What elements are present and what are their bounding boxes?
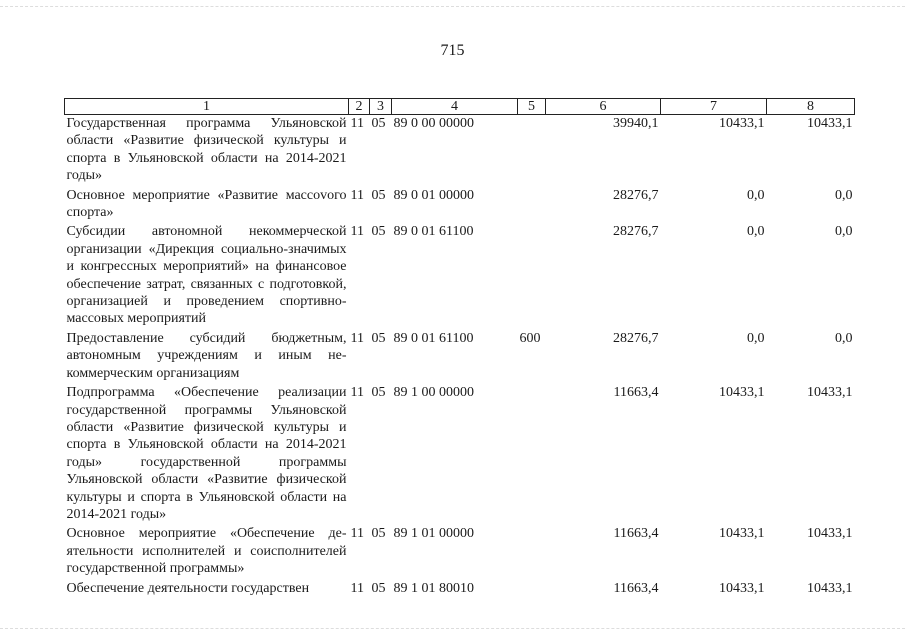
subsection-code: 05 bbox=[371, 385, 386, 401]
target-article-code: 89 1 01 00000 bbox=[393, 526, 474, 542]
table-row bbox=[65, 187, 855, 224]
amount-col6: 11663,4 bbox=[613, 385, 659, 401]
table-row bbox=[65, 330, 855, 384]
table-row bbox=[65, 384, 855, 525]
expense-type-code bbox=[518, 580, 546, 599]
section-code: 11 bbox=[350, 385, 364, 401]
amount-col8: 10433,1 bbox=[807, 116, 853, 131]
amount-col7: 10433,1 bbox=[719, 526, 765, 542]
column-header: 7 bbox=[661, 99, 767, 115]
amount-col7: 10433,1 bbox=[719, 385, 765, 401]
bottom-scan-edge bbox=[0, 628, 905, 629]
target-article-code: 89 0 01 61100 bbox=[393, 224, 474, 240]
amount-col6: 11663,4 bbox=[613, 526, 659, 542]
expense-type-code: 600 bbox=[519, 330, 541, 346]
amount-col8: 0,0 bbox=[835, 330, 853, 346]
amount-col8: 0,0 bbox=[835, 224, 853, 240]
target-article-code: 89 1 00 00000 bbox=[393, 385, 474, 401]
subsection-code: 05 bbox=[371, 330, 386, 346]
column-header: 2 bbox=[349, 99, 370, 115]
subsection-code: 05 bbox=[371, 224, 386, 240]
amount-col6: 28276,7 bbox=[613, 330, 659, 346]
amount-col8: 10433,1 bbox=[807, 526, 853, 542]
target-article-code: 89 0 01 61100 bbox=[393, 330, 474, 346]
column-header: 6 bbox=[546, 99, 661, 115]
table-row bbox=[65, 525, 855, 579]
section-code: 11 bbox=[350, 116, 364, 131]
item-name: Подпрограмма «Обеспечение реализации государственной программы Ульяновской области «Развитие физической культуры и спорта в Ульяновской области на 2014-2021 годы» государственной программы Ульяновской области «Развитие физической культуры и спорта в Ульяновской области на 2014-2021 годы» bbox=[66, 385, 347, 522]
expense-type-code bbox=[518, 384, 546, 525]
subsection-code: 05 bbox=[371, 526, 386, 542]
section-code: 11 bbox=[350, 580, 364, 596]
target-article-code: 89 1 01 80010 bbox=[393, 580, 474, 596]
top-scan-edge bbox=[0, 6, 905, 7]
table-row bbox=[65, 115, 855, 187]
amount-col8: 10433,1 bbox=[807, 385, 853, 401]
item-name: Основное мероприятие «Развитие массоvого спорта» bbox=[66, 187, 347, 221]
subsection-code: 05 bbox=[371, 116, 386, 131]
column-header: 4 bbox=[392, 99, 518, 115]
budget-table bbox=[64, 98, 855, 599]
page-number: 715 bbox=[440, 42, 465, 59]
expense-type-code bbox=[518, 187, 546, 224]
subsection-code: 05 bbox=[371, 187, 386, 203]
amount-col6: 28276,7 bbox=[613, 224, 659, 240]
amount-col7: 10433,1 bbox=[719, 116, 765, 131]
column-header: 3 bbox=[370, 99, 392, 115]
item-name: Предоставление субсидий бюджетным, автономным учреждениям и иным некоммерческим организациям bbox=[66, 330, 347, 381]
subsection-code: 05 bbox=[371, 580, 386, 596]
item-name: Субсидии автономной некоммерческой организации «Дирекция социально-значимых и конгрессных мероприятий» на финансовое обеспечение затрат, связанных с подготовкой, организацией и проведением спортивно-массовых мероприятий bbox=[66, 224, 347, 327]
amount-col7: 0,0 bbox=[747, 187, 765, 203]
column-number-header bbox=[65, 99, 855, 115]
amount-col6: 39940,1 bbox=[613, 116, 659, 131]
amount-col8: 10433,1 bbox=[807, 580, 853, 596]
target-article-code: 89 0 01 00000 bbox=[393, 187, 474, 203]
expense-type-code bbox=[518, 525, 546, 579]
column-header: 1 bbox=[65, 99, 349, 115]
amount-col6: 11663,4 bbox=[613, 580, 659, 596]
item-name: Основное мероприятие «Обеспечение деятельности исполнителей и соисполнителей государственной программы» bbox=[66, 526, 347, 577]
column-header: 8 bbox=[767, 99, 855, 115]
amount-col7: 0,0 bbox=[747, 224, 765, 240]
amount-col7: 10433,1 bbox=[719, 580, 765, 596]
amount-col8: 0,0 bbox=[835, 187, 853, 203]
amount-col7: 0,0 bbox=[747, 330, 765, 346]
table-row bbox=[65, 580, 855, 599]
section-code: 11 bbox=[350, 224, 364, 240]
item-name: Обеспечение деятельности государствен bbox=[66, 580, 310, 596]
amount-col6: 28276,7 bbox=[613, 187, 659, 203]
column-header: 5 bbox=[518, 99, 546, 115]
item-name: Государственная программа Ульяновской области «Развитие физической культуры и спорта в Ульяновской области на 2014-2021 годы» bbox=[66, 116, 347, 184]
section-code: 11 bbox=[350, 187, 364, 203]
target-article-code: 89 0 00 00000 bbox=[393, 116, 474, 131]
table-row bbox=[65, 223, 855, 329]
expense-type-code bbox=[518, 115, 546, 187]
section-code: 11 bbox=[350, 526, 364, 542]
expense-type-code bbox=[518, 223, 546, 329]
section-code: 11 bbox=[350, 330, 364, 346]
